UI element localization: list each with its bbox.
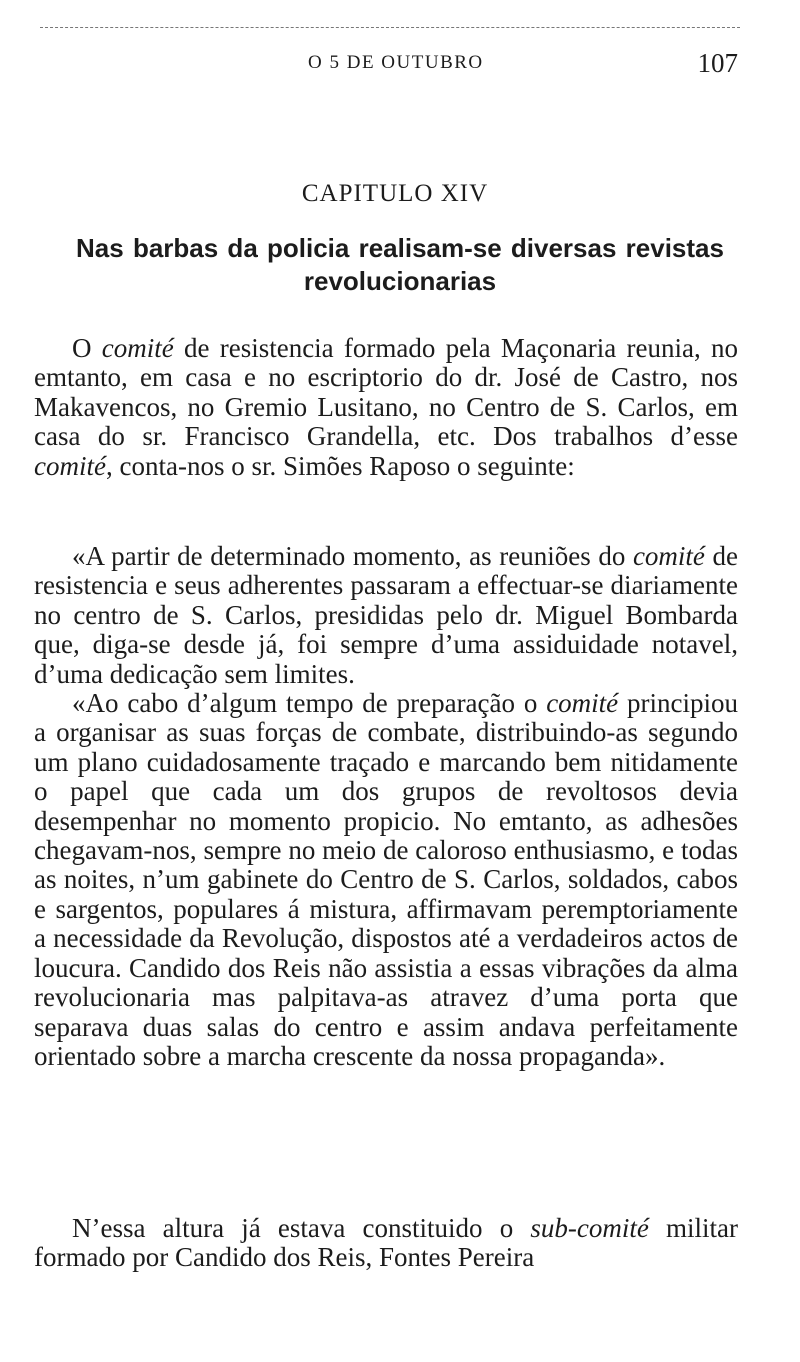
text-run: «A partir de determinado momento, as reuniões do — [72, 541, 633, 571]
italic-term: comité — [101, 333, 174, 363]
text-run: «Ao cabo d’algum tempo de preparação o — [72, 688, 547, 719]
header-rule — [40, 27, 740, 28]
paragraph — [34, 334, 738, 481]
chapter-title: Nas barbas da policia realisam-se diversas revistas revolucionarias — [76, 233, 724, 296]
running-title: O 5 DE OUTUBRO — [308, 52, 484, 73]
body-section-1 — [34, 334, 738, 481]
italic-term: comité — [34, 450, 106, 481]
body-section-3 — [34, 1214, 738, 1273]
text-run: principiou a organisar as suas forças de combate, distribuindo-as segundo um plano cuidadosamente traçado e marcando bem nitidamente o papel que cada um dos grupos de revoltosos devia desempenhar no momento propicio. No emtanto, as adhesões chegavam-nos, sempre no meio de caloroso enthusiasmo, e todas as noites, n’um gabinete do Centro de S. Carlos, soldados, cabos e sargentos, populares á mistura, affirmavam peremptoriamente a necessidade da Revolução, dispostos até a verdadeiros actos de loucura. Candido dos Reis não assistia a essas vibrações da alma revolucionaria mas palpitava-as atravez d’uma porta que separava duas salas do centro e assim andava perfeitamente orientado sobre a marcha crescente da nossa propaganda». — [34, 688, 738, 1071]
paragraph — [34, 1214, 738, 1273]
italic-term: sub-comité — [530, 1213, 649, 1243]
body-section-2 — [34, 542, 738, 1071]
italic-term: comité — [546, 688, 619, 719]
text-run: N’essa altura já estava constituido o — [72, 1213, 531, 1243]
page-number: 107 — [697, 48, 738, 78]
text-run: de resistencia e seus adherentes passaram a effectuar-se diariamente no centro de S. Carlos, presididas pelo dr. Miguel Bombarda que, diga-se desde já, foi sempre d’uma assiduidade notavel, d’uma dedicação sem limites. — [34, 541, 739, 689]
chapter-number: CAPITULO XIV — [301, 180, 489, 207]
italic-term: comité — [632, 541, 705, 571]
page-header — [40, 48, 740, 82]
text-run: de resistencia formado pela Maçonaria reunia, no emtanto, em casa e no escriptorio do dr. José de Castro, nos Makavencos, no Gremio Lusitano, no Centro de S. Carlos, em casa do sr. Francisco Grandella, etc. Dos trabalhos d’esse — [34, 333, 738, 452]
paragraph — [34, 689, 738, 1071]
text-run: , conta-nos o sr. Simões Raposo o seguinte: — [105, 450, 575, 481]
paragraph — [34, 542, 738, 689]
text-run: O — [72, 333, 102, 363]
text-run: militar formado por Candido dos Reis, Fontes Pereira — [34, 1213, 738, 1273]
